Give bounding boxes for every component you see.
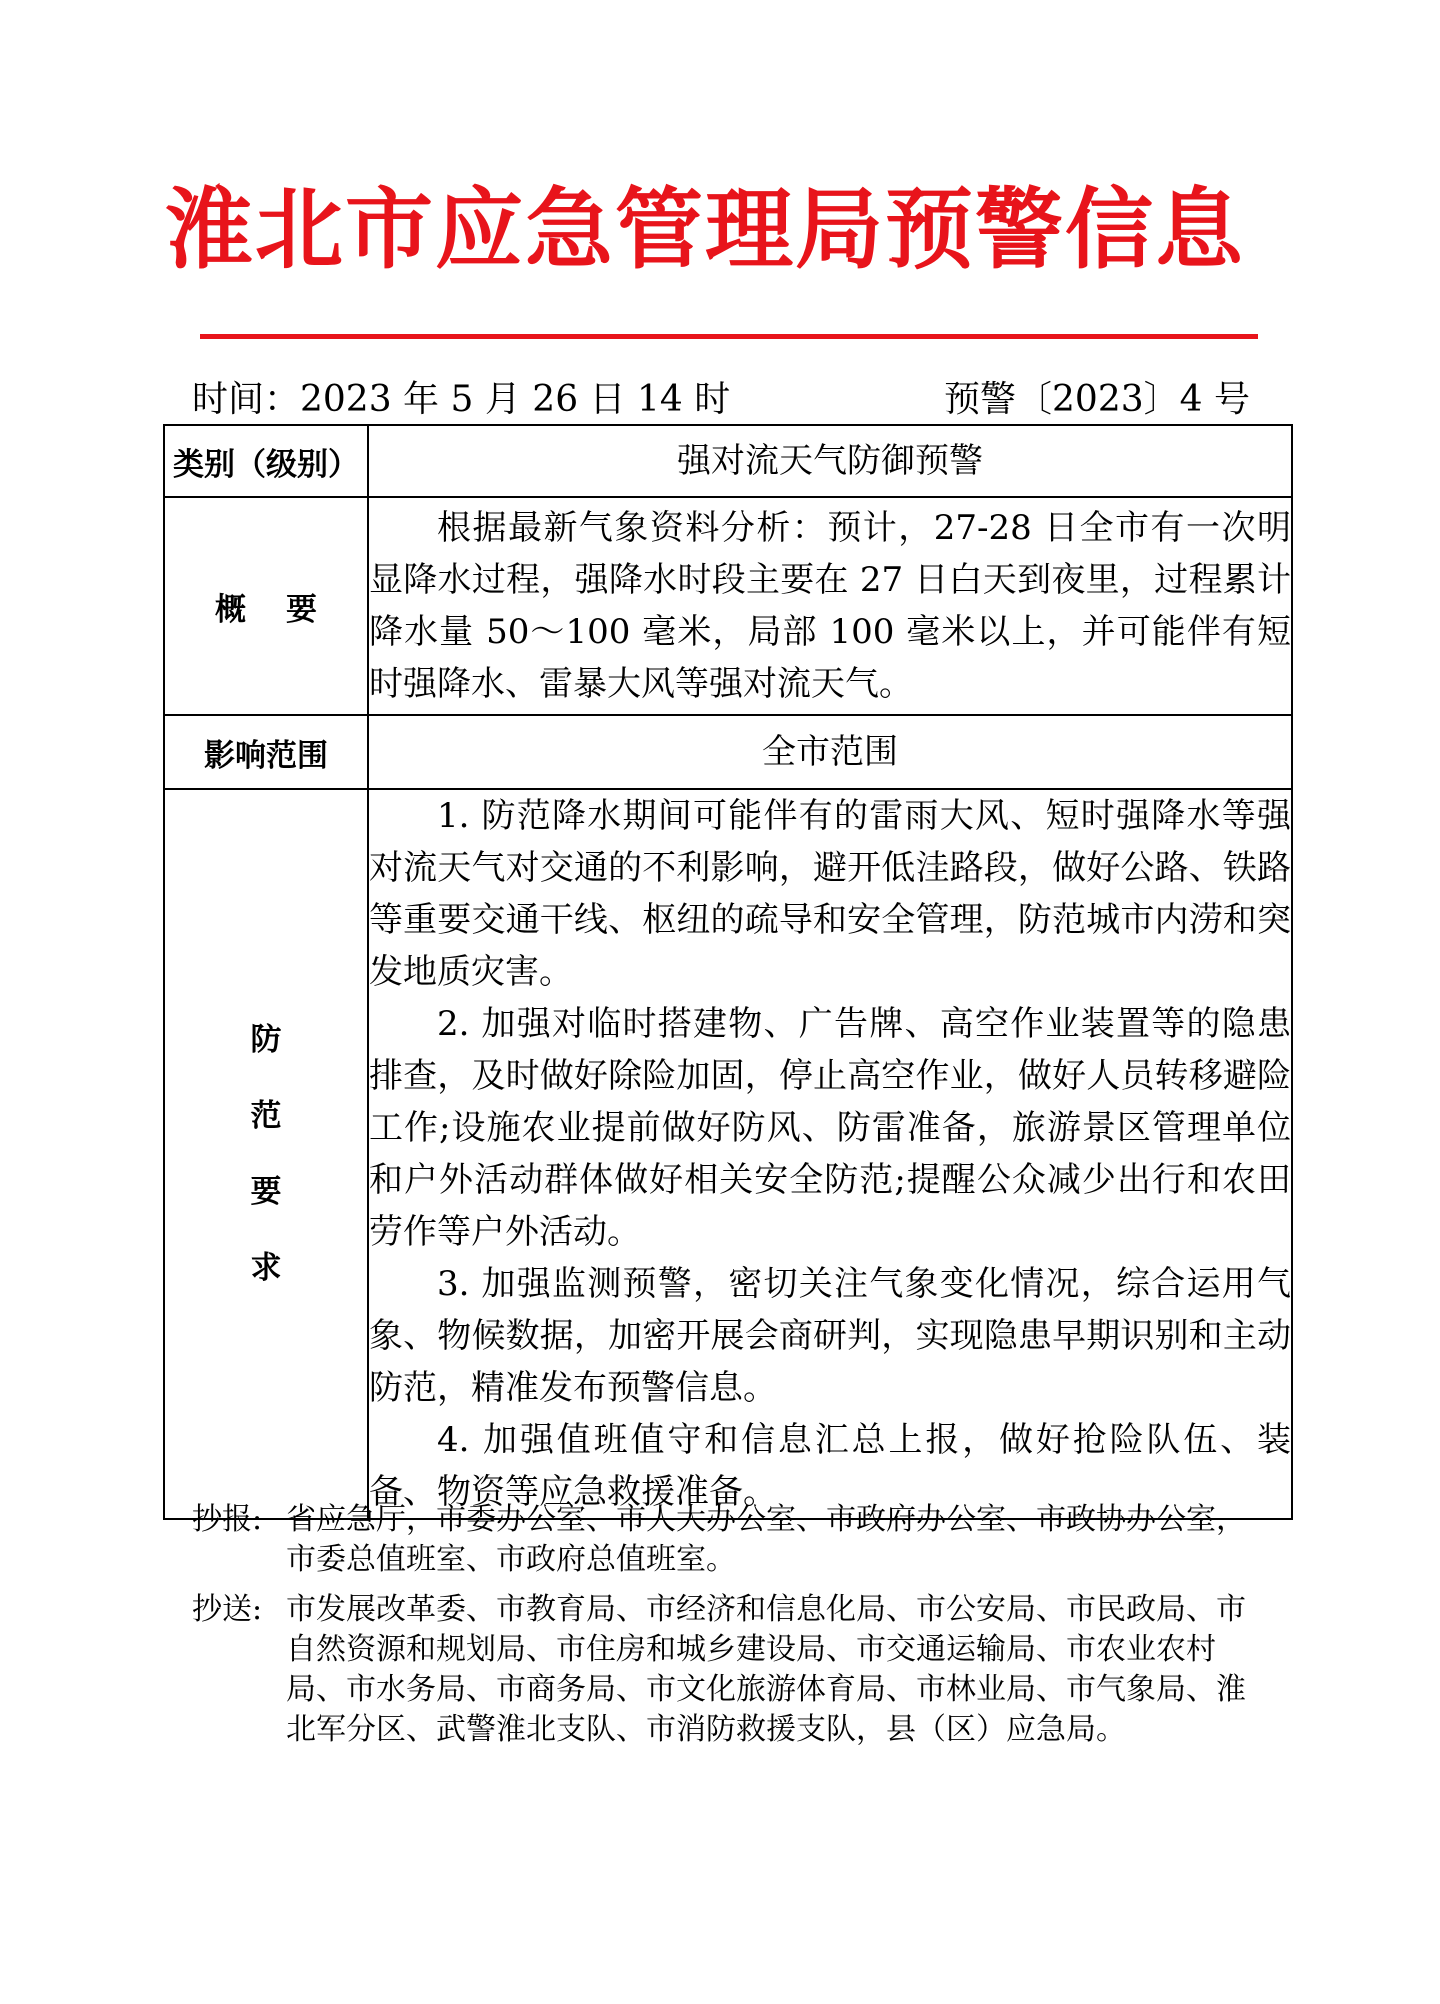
title-divider [200,334,1258,339]
summary-label-cell [164,497,368,715]
summary-label: 概要 [215,591,357,628]
category-label: 类别（级别） [164,425,368,497]
requirement-item: 1. 防范降水期间可能伴有的雷雨大风、短时强降水等强对流天气对交通的不利影响，避开低洼路段，做好公路、铁路等重要交通干线、枢纽的疏导和安全管理，防范城市内涝和突发地质灾害。 [369,796,1291,992]
table-row-summary [164,497,1292,715]
requirements-label-line1: 防范 [250,1022,338,1134]
scope-value: 全市范围 [368,715,1292,789]
requirements-label-line2: 要求 [250,1174,338,1286]
issue-time: 时间：2023 年 5 月 26 日 14 时 [192,379,731,420]
requirements-cell [368,789,1292,1519]
document-number: 预警〔2023〕4 号 [944,379,1250,420]
document-title: 淮北市应急管理局预警信息 [164,178,1245,281]
category-value: 强对流天气防御预警 [368,425,1292,497]
send-to-block [192,1590,1272,1750]
table-row-requirements [164,789,1292,1519]
requirements-label-cell [164,789,368,1519]
report-to-list: 省应急厅，市委办公室、市人大办公室、市政府办公室、市政协办公室，市委总值班室、市政府总值班室。 [286,1502,1246,1577]
report-to-label: 抄报: [192,1502,263,1537]
send-to-list: 市发展改革委、市教育局、市经济和信息化局、市公安局、市民政局、市自然资源和规划局、市住房和城乡建设局、市交通运输局、市农业农村局、市水务局、市商务局、市文化旅游体育局、市林业局、市气象局、淮北军分区、武警淮北支队、市消防救援支队，县（区）应急局。 [286,1592,1246,1747]
scope-label: 影响范围 [164,715,368,789]
report-to-block [192,1500,1272,1580]
requirement-item: 2. 加强对临时搭建物、广告牌、高空作业装置等的隐患排查，及时做好除险加固，停止高空作业，做好人员转移避险工作;设施农业提前做好防风、防雷准备，旅游景区管理单位和户外活动群体做好相关安全防范;提醒公众减少出行和农田劳作等户外活动。 [369,1004,1291,1252]
requirement-item: 4. 加强值班值守和信息汇总上报，做好抢险队伍、装备、物资等应急救援准备。 [369,1420,1291,1512]
requirement-item: 3. 加强监测预警，密切关注气象变化情况，综合运用气象、物候数据，加密开展会商研判，实现隐患早期识别和主动防范，精准发布预警信息。 [369,1264,1291,1408]
table-row-category [164,425,1292,497]
summary-text: 根据最新气象资料分析：预计，27-28 日全市有一次明显降水过程，强降水时段主要在 27 日白天到夜里，过程累计降水量 50～100 毫米，局部 100 毫米以上，并可能伴有短时强降水、雷暴大风等强对流天气。 [369,508,1291,704]
summary-cell [368,497,1292,715]
send-to-label: 抄送: [192,1592,263,1627]
warning-table [163,424,1293,1520]
table-row-scope [164,715,1292,789]
